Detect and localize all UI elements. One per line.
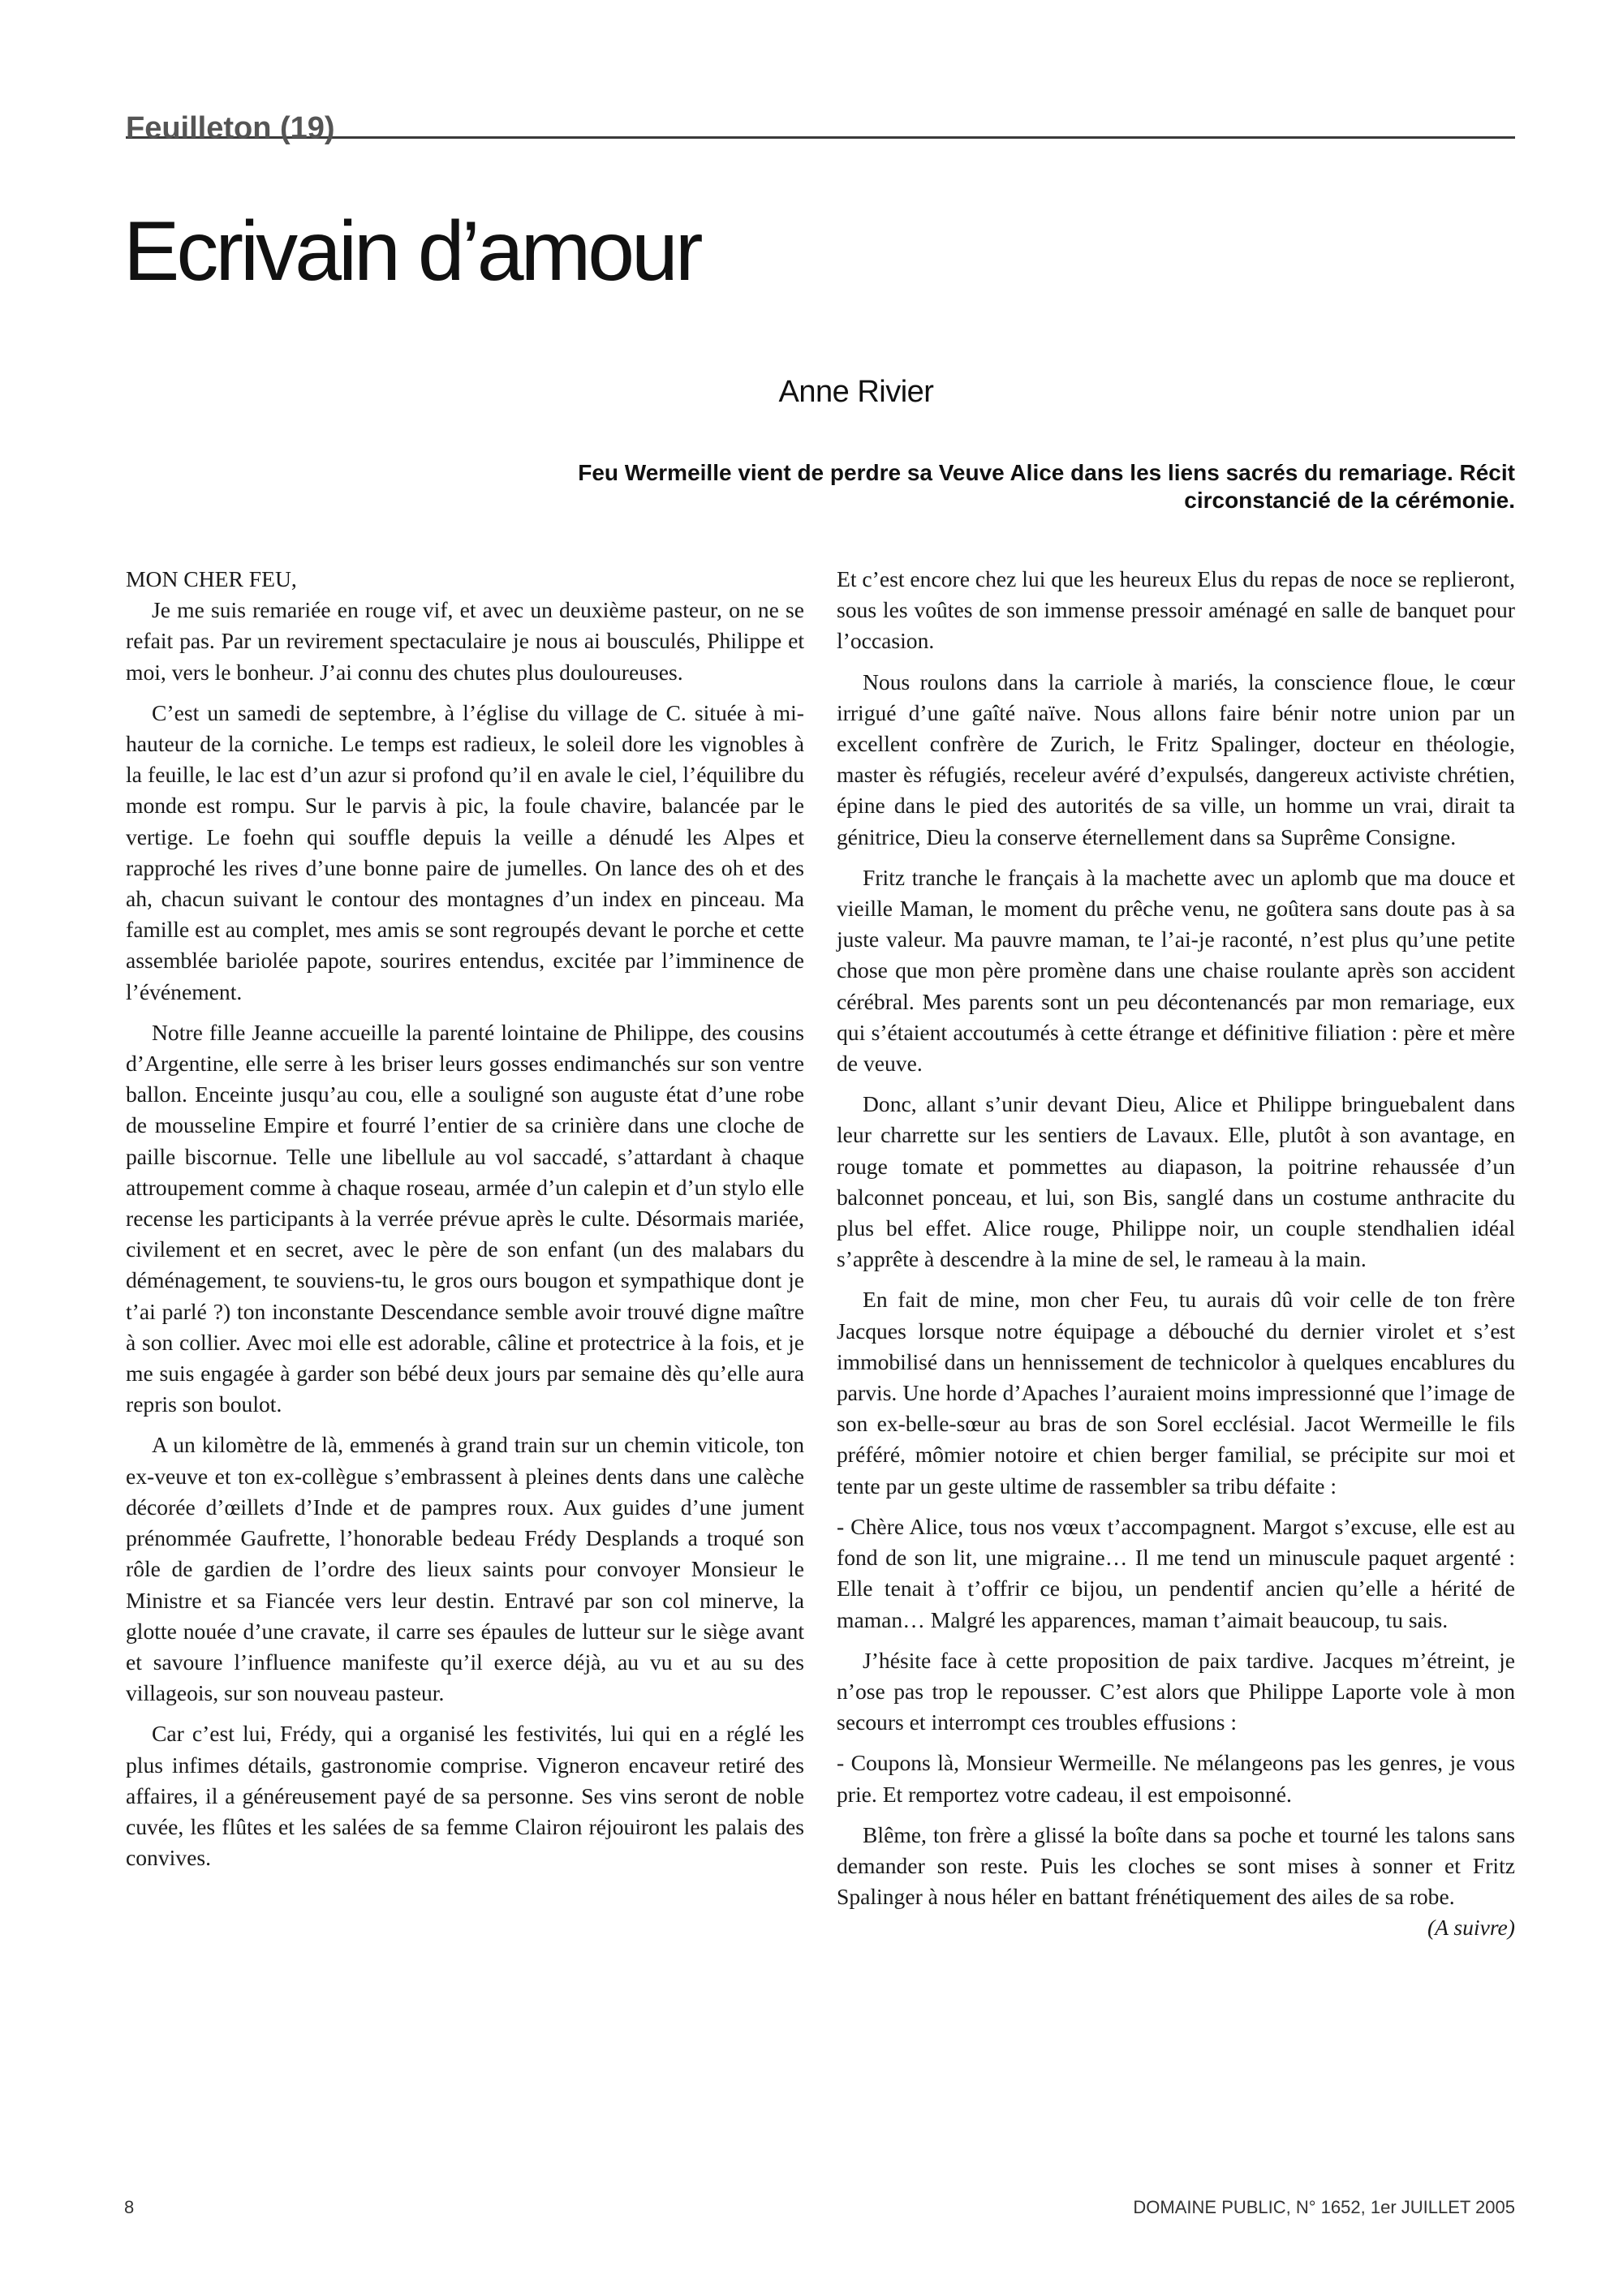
paragraph: Et c’est encore chez lui que les heureux Elus du repas de noce se replieront, sous les voûtes de son immense pressoir aménagé en salle de banquet pour l’occasion. — [837, 566, 1515, 654]
article-column-left — [126, 564, 804, 1883]
rubric-header — [126, 104, 1515, 145]
author-name: Anne Rivier — [778, 375, 934, 409]
dialogue-line: - Chère Alice, tous nos vœux t’accompagnent. Margot s’excuse, elle est au fond de son lit, une migraine… Il me tend un minuscule paquet argenté : Elle tenait à t’offrir ce bijou, un pendentif ancien qu’elle a hérité de maman… Malgré les apparences, maman t’aimait beaucoup, tu sais. — [837, 1513, 1515, 1632]
final-paragraph-text: Blême, ton frère a glissé la boîte dans sa poche et tourné les talons sans demander son reste. Puis les cloches se sont mises à sonner et Fritz Spalinger à nous héler en battant frénétiquement des ailes de sa robe. — [837, 1821, 1515, 1910]
salutation: MON CHER FEU, — [126, 566, 297, 591]
paragraph: Nous roulons dans la carriole à mariés, la conscience floue, le cœur irrigué d’une gaîté naïve. Nous allons faire bénir notre union par un excellent confrère de Zurich, le Fritz Spalinger, docteur en théologie, master ès réfugiés, receleur avéré d’expulsés, dangereux activiste chrétien, épine dans le pied des autorités de sa ville, un homme un vrai, dirait ta génitrice, Dieu la conserve éternellement dans sa Suprême Consigne. — [837, 669, 1515, 849]
paragraph: Car c’est lui, Frédy, qui a organisé les festivités, lui qui en a réglé les plus infimes détails, gastronomie comprise. Vigneron encaveur retiré des affaires, il a généreusement payé de sa personne. Ses vins seront de noble cuvée, les flûtes et les salées de sa femme Clairon réjouiront les palais des convives. — [126, 1721, 804, 1871]
paragraph: Notre fille Jeanne accueille la parenté lointaine de Philippe, des cousins d’Argentine, elle serre à les briser leurs gosses endimanchés sur son ventre ballon. Enceinte jusqu’au cou, elle a souligné son auguste état d’une robe de mousseline Empire et fourré l’entier de sa crinière dans une cloche de paille biscornue. Telle une libellule au vol saccadé, s’attardant à chaque attroupement comme à chaque roseau, armée d’un calepin et d’un stylo elle recense les participants à la verrée prévue après le culte. Désormais mariée, civilement et en secret, avec le père de son enfant (un des malabars du déménagement, te souviens-tu, le gros ours bougon et sympathique dont je t’ai parlé ?) ton inconstante Descendance semble avoir trouvé digne maître à son collier. Avec moi elle est adorable, câline et protectrice à la fois, et je me suis engagée à garder son bébé deux jours par semaine dès qu’elle aura repris son boulot. — [126, 1019, 804, 1417]
paragraph: A un kilomètre de là, emmenés à grand train sur un chemin viticole, ton ex-veuve et ton ex-collègue s’embrassent à pleines dents dans une calèche décorée d’œillets d’Inde et de pampres roux. Aux guides d’une jument prénommée Gaufrette, l’honorable bedeau Frédy Desplands a troqué son rôle de gardien de l’ordre des lieux saints pour convoyer Monsieur le Ministre et sa Fiancée vers leur destin. Entravé par son col minerve, la glotte nouée d’une cravate, il carre ses épaules de lutteur sur le siège avant et savoure l’influence manifeste qu’il exerce déjà, au vu et au su des villageois, sur son nouveau pasteur. — [126, 1432, 804, 1706]
rubric-label: Feuilleton (19) — [126, 111, 335, 145]
final-paragraph — [837, 1820, 1515, 1941]
dialogue-line: - Coupons là, Monsieur Wermeille. Ne mélangeons pas les genres, je vous prie. Et remportez votre cadeau, il est empoisonné. — [837, 1750, 1515, 1807]
paragraph: Je me suis remariée en rouge vif, et avec un deuxième pasteur, on ne se refait pas. Par un revirement spectaculaire je nous ai bousculés, Philippe et moi, vers le bonheur. J’ai connu des chutes plus douloureuses. — [126, 597, 804, 685]
publication-info: DOMAINE PUBLIC, N° 1652, 1er JUILLET 2005 — [1133, 2197, 1515, 2217]
article-column-right — [837, 564, 1515, 1944]
paragraph: Fritz tranche le français à la machette avec un aplomb que ma douce et vieille Maman, le moment du prêche venu, ne goûtera sans doute pas à sa juste valeur. Ma pauvre maman, te l’ai-je raconté, n’est plus qu’une petite chose que mon père promène dans une chaise roulante après son accident cérébral. Mes parents sont un peu décontenancés par mon remariage, eux qui s’étaient accoutumés à cette étrange et définitive filiation : père et mère de veuve. — [837, 864, 1515, 1077]
article-title: Ecrivain d’amour — [123, 204, 700, 299]
page-number: 8 — [124, 2197, 135, 2217]
author-byline — [0, 375, 1623, 410]
article-lede: Feu Wermeille vient de perdre sa Veuve Alice dans les liens sacrés du remariage. Récit circonstancié de la cérémonie. — [578, 460, 1515, 513]
paragraph: Donc, allant s’unir devant Dieu, Alice et Philippe bringuebalent dans leur charrette sur les sentiers de Lavaux. Elle, plutôt à son avantage, en rouge tomate et pommettes au diapason, la poitrine rehaussée d’un balconnet ponceau, et lui, son Bis, sanglé dans un costume anthracite du plus bel effet. Alice rouge, Philippe noir, un couple stendhalien idéal s’apprête à descendre à la mine de sel, le rameau à la main. — [837, 1091, 1515, 1272]
paragraph: C’est un samedi de septembre, à l’église du village de C. située à mi-hauteur de la corniche. Le temps est radieux, le soleil dore les vignobles à la feuille, le lac est d’un azur si profond qu’il en avale le ciel, l’équilibre du monde est rompu. Sur le parvis à pic, la foule chavire, balancée par le vertige. Le foehn qui souffle depuis la veille a dénudé les Alpes et rapproché les rives d’une bonne paire de jumelles. On lance des oh et des ah, chacun suivant le contour des montagnes d’un index en pinceau. Ma famille est au complet, mes amis se sont regroupés devant le porche et cette assemblée bariolée papote, sourires entendus, excitée par l’imminence de l’événement. — [126, 699, 804, 1004]
paragraph: En fait de mine, mon cher Feu, tu aurais dû voir celle de ton frère Jacques lorsque notre équipage a débouché du dernier virolet et s’est immobilisé dans un hennissement de technicolor à quelques encablures du parvis. Une horde d’Apaches l’auraient moins impressionné que l’image de son ex-belle-sœur au bras de son Sorel ecclésial. Jacot Wermeille le fils préféré, mômier notoire et chien berger familial, se précipite sur moi et tente par un geste ultime de rassembler sa tribu défaite : — [837, 1287, 1515, 1498]
to-be-continued: (A suivre) — [1427, 1915, 1515, 1941]
paragraph: J’hésite face à cette proposition de paix tardive. Jacques m’étreint, je n’ose pas trop le repousser. C’est alors que Philippe Laporte vole à mon secours et interrompt ces troubles effusions : — [837, 1647, 1515, 1735]
